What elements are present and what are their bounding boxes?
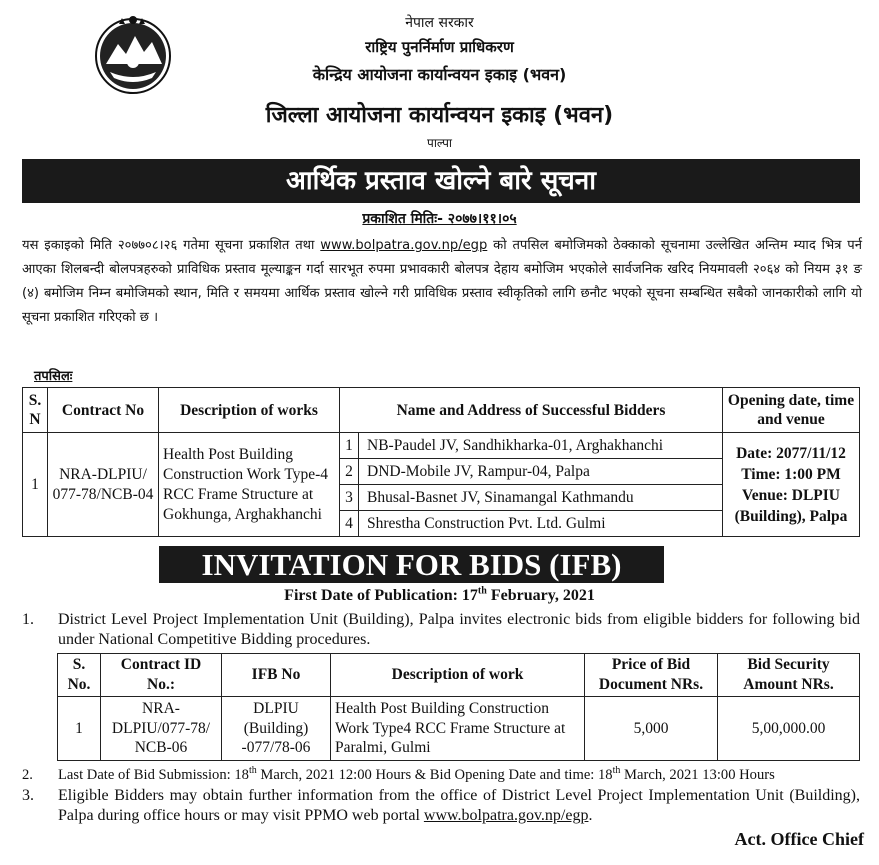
table-row — [23, 433, 860, 459]
published-date: प्रकाशित मितिः- २०७७।११।०५ — [362, 211, 517, 227]
ifb-paragraph-2: 2. Last Date of Bid Submission: 18th March, 2021 12:00 Hours & Bid Opening Date and time: 18th March, 2021 13:00 Hours — [22, 765, 775, 783]
col-security: Bid Security Amount NRs. — [718, 654, 860, 697]
row-sn: 1 — [58, 697, 101, 761]
col-contract-id: Contract ID No.: — [101, 654, 222, 697]
bidder-number: 4 — [340, 511, 359, 537]
bidder-name: Shrestha Construction Pvt. Ltd. Gulmi — [359, 511, 723, 537]
bidder-name: NB-Paudel JV, Sandhikharka-01, Arghakhanchi — [359, 433, 723, 459]
col-sn: S. N — [23, 388, 48, 433]
table-header-row — [23, 388, 860, 433]
row-security: 5,00,000.00 — [718, 697, 860, 761]
row-ifb-no: DLPIU (Building) -077/78-06 — [222, 697, 331, 761]
opening-date: Date: 2077/11/12 — [736, 444, 846, 462]
bidder-number: 1 — [340, 433, 359, 459]
col-contract: Contract No — [48, 388, 159, 433]
col-opening: Opening date, time and venue — [723, 388, 860, 433]
col-description: Description of work — [331, 654, 585, 697]
bidder-name: Bhusal-Basnet JV, Sinamangal Kathmandu — [359, 485, 723, 511]
ppmo-portal-link[interactable]: www.bolpatra.gov.np/egp — [423, 807, 589, 824]
table-row — [58, 697, 860, 761]
row-contract-id: NRA-DLPIU/077-78/ NCB-06 — [101, 697, 222, 761]
row-contract: NRA-DLPIU/ 077-78/NCB-04 — [48, 433, 159, 537]
bidder-number: 2 — [340, 459, 359, 485]
tapsil-label: तपसिलः — [34, 369, 73, 384]
col-sn: S. No. — [58, 654, 101, 697]
signature: Act. Office Chief — [734, 829, 864, 849]
ifb-paragraph-1: 1. District Level Project Implementation Unit (Building), Palpa invites electronic bids from eligible bidders for following bid under National Competitive Bidding procedures. — [22, 611, 860, 648]
central-unit-name: केन्द्रिय आयोजना कार्यान्वयन इकाइ (भवन) — [312, 65, 567, 84]
bidder-number: 3 — [340, 485, 359, 511]
bolpatra-link[interactable]: www.bolpatra.gov.np/egp — [320, 238, 488, 253]
row-description: Health Post Building Construction Work Type-4 RCC Frame Structure at Gokhunga, Arghakhanchi — [159, 433, 340, 537]
ifb-table — [57, 653, 860, 761]
ifb-title: INVITATION FOR BIDS (IFB) — [159, 546, 664, 583]
col-ifb-no: IFB No — [222, 654, 331, 697]
notice-body: यस इकाइको मिति २०७७०८।२६ गतेमा सूचना प्रकाशित तथा www.bolpatra.gov.np/egp को तपसिल बमोजिमको ठेक्काको सूचनामा उल्लेखित अन्तिम म्याद भित्र पर्न आएका शिलबन्दी बोलपत्रहरुको प्राविधिक प्रस्ताव मूल्याङ्कन गर्दा सारभूत रुपमा प्रभावकारी बोलपत्र देहाय बमोजिम भएकोले सार्वजनिक खरिद नियमावली २०६४ को नियम ३१ ङ (४) बमोजिम निम्न बमोजिमको स्थान, मिति र समयमा आर्थिक प्रस्ताव खोल्ने गरी प्राविधिक प्रस्ताव स्वीकृतिको लागि छनौट भएको सूचना सम्बन्धित सबैको जानकारीको लागि यो सूचना प्रकाशित गरिएको छ । — [22, 238, 863, 325]
row-description: Health Post Building Construction Work Type4 RCC Frame Structure at Paralmi, Gulmi — [331, 697, 585, 761]
authority-name: राष्ट्रिय पुनर्निर्माण प्राधिकरण — [365, 38, 514, 56]
row-sn: 1 — [23, 433, 48, 537]
successful-bidders-table — [22, 387, 860, 537]
col-price: Price of Bid Document NRs. — [585, 654, 718, 697]
row-opening — [723, 433, 860, 537]
opening-time: Time: 1:00 PM — [741, 465, 841, 483]
table-header-row — [58, 654, 860, 697]
opening-venue: Venue: DLPIU (Building), Palpa — [734, 486, 848, 525]
row-price: 5,000 — [585, 697, 718, 761]
col-bidders: Name and Address of Successful Bidders — [340, 388, 723, 433]
bidder-name: DND-Mobile JV, Rampur-04, Palpa — [359, 459, 723, 485]
notice-title: आर्थिक प्रस्ताव खोल्ने बारे सूचना — [22, 159, 860, 203]
location: पाल्पा — [427, 136, 452, 150]
govt-name: नेपाल सरकार — [405, 15, 474, 31]
first-publication-date: First Date of Publication: 17th February, 2021 — [284, 585, 595, 604]
ifb-paragraph-3: 3. Eligible Bidders may obtain further information from the office of District Level Project Implementation Unit (Building), Palpa during office hours or may visit PPMO web portal www.bolpatra.gov.np/egp. — [22, 787, 860, 824]
district-unit-name: जिल्ला आयोजना कार्यान्वयन इकाइ (भवन) — [265, 103, 614, 128]
col-description: Description of works — [159, 388, 340, 433]
